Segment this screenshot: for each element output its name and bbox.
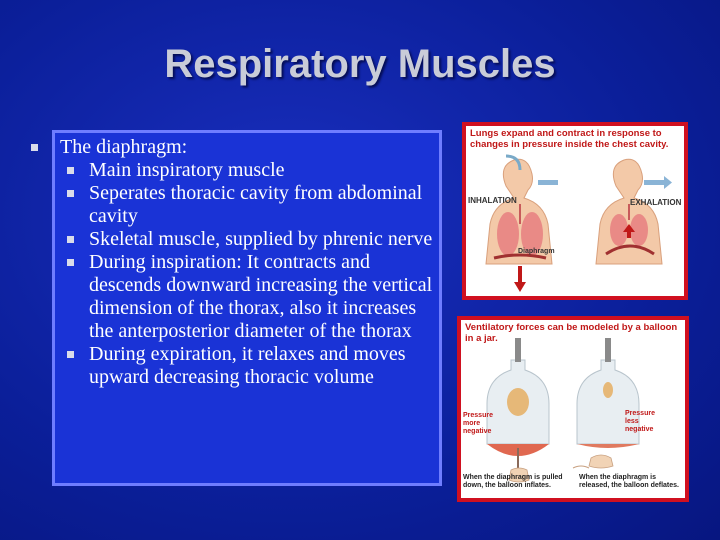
sub-bullet-text: Main inspiratory muscle — [89, 159, 285, 181]
bullet-square-icon — [31, 144, 38, 151]
sub-bullet-list — [60, 159, 446, 389]
caption-diaphragm-pulled: When the diaphragm is pulled down, the balloon inflates. — [463, 474, 563, 489]
bullet-square-icon — [67, 259, 74, 266]
slide-title: Respiratory Muscles — [164, 42, 556, 86]
bullet-square-icon — [67, 351, 74, 358]
balloon-jar-illustration — [461, 320, 685, 498]
balloon-jar-figure — [457, 316, 689, 502]
sub-bullet — [60, 159, 435, 182]
sub-bullet-text: Seperates thoracic cavity from abdominal cavity — [89, 182, 423, 227]
sub-bullet-text: During inspiration: It contracts and descends downward increasing the vertical dimension of the thorax, also it increases the anterposterior diameter of the thorax — [89, 251, 433, 342]
lungs-illustration — [466, 126, 684, 296]
sub-bullet-text: During expiration, it relaxes and moves upward decreasing thoracic volume — [89, 343, 406, 388]
main-bullet — [26, 136, 446, 389]
lungs-figure — [462, 122, 688, 300]
sub-bullet — [60, 182, 435, 228]
sub-bullet-text: Skeletal muscle, supplied by phrenic nerve — [89, 228, 433, 250]
pressure-less-negative-label: Pressure less negative — [625, 410, 655, 433]
sub-bullet — [60, 228, 435, 251]
exhalation-label: EXHALATION — [630, 198, 682, 207]
diaphragm-label: Diaphragm — [518, 248, 555, 255]
lungs-figure-heading: Lungs expand and contract in response to changes in pressure inside the chest cavity. — [470, 128, 669, 150]
inhalation-label: INHALATION — [468, 196, 517, 205]
sub-bullet — [60, 343, 435, 389]
balloon-figure-heading: Ventilatory forces can be modeled by a balloon in a jar. — [465, 322, 678, 344]
main-bullet-text: The diaphragm: — [60, 136, 188, 158]
sub-bullet — [60, 251, 435, 343]
bullet-square-icon — [67, 236, 74, 243]
pressure-more-negative-label: Pressure more negative — [463, 412, 493, 435]
caption-diaphragm-released: When the diaphragm is released, the balloon deflates. — [579, 474, 679, 489]
bullet-square-icon — [67, 190, 74, 197]
bullet-list — [26, 136, 446, 389]
bullet-square-icon — [67, 167, 74, 174]
